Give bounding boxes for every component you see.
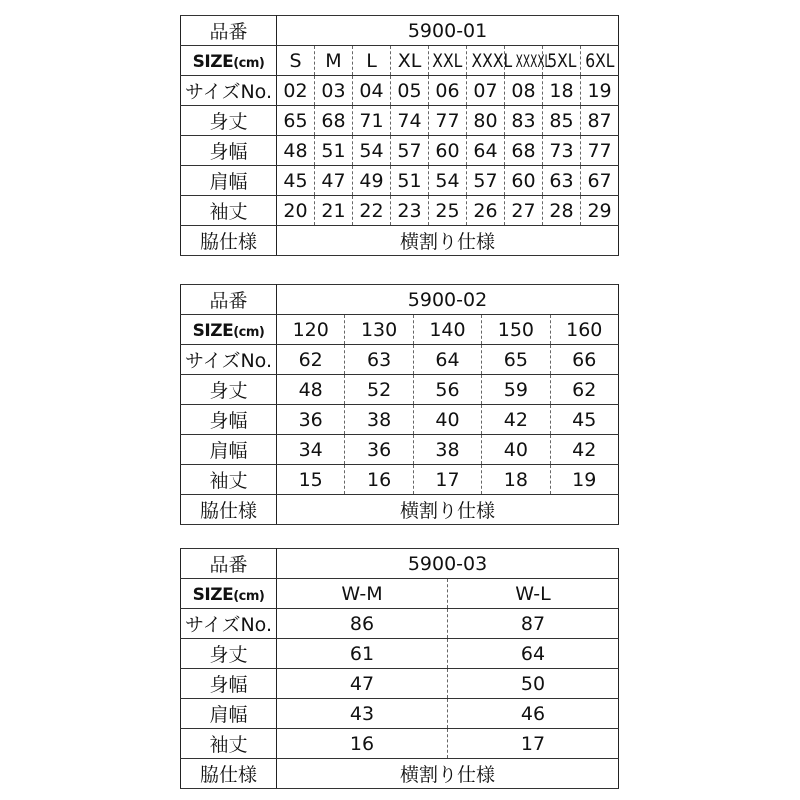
measurement-cell: 71 xyxy=(353,106,391,136)
measurement-cell: 02 xyxy=(277,76,315,106)
row-label: サイズNo. xyxy=(181,609,277,639)
measurement-cell: 62 xyxy=(277,345,345,375)
measurement-cell: 62 xyxy=(550,375,618,405)
product-row xyxy=(181,549,619,579)
row-label: 身幅 xyxy=(181,136,277,166)
side-spec-value: 横割り仕様 xyxy=(277,495,619,525)
side-spec-row xyxy=(181,759,619,789)
measurement-row xyxy=(181,465,619,495)
row-label: 肩幅 xyxy=(181,435,277,465)
size-cell xyxy=(277,315,345,345)
row-label: 身丈 xyxy=(181,106,277,136)
size-table-5900-02 xyxy=(180,284,619,525)
measurement-row xyxy=(181,166,619,196)
measurement-cell: 64 xyxy=(413,345,481,375)
size-value: 5XL xyxy=(546,49,577,72)
side-spec-row xyxy=(181,495,619,525)
size-header-label xyxy=(181,315,277,345)
measurement-cell: 06 xyxy=(429,76,467,106)
measurement-cell: 19 xyxy=(550,465,618,495)
row-label: 身丈 xyxy=(181,639,277,669)
product-row xyxy=(181,16,619,46)
row-label: 身丈 xyxy=(181,375,277,405)
size-cell xyxy=(315,46,353,76)
size-header-row xyxy=(181,315,619,345)
size-header-row xyxy=(181,46,619,76)
measurement-cell: 04 xyxy=(353,76,391,106)
measurement-cell: 87 xyxy=(581,106,619,136)
measurement-row xyxy=(181,729,619,759)
measurement-cell: 07 xyxy=(467,76,505,106)
measurement-cell: 85 xyxy=(543,106,581,136)
measurement-cell: 50 xyxy=(448,669,619,699)
size-cell xyxy=(581,46,619,76)
measurement-cell: 20 xyxy=(277,196,315,226)
side-spec-value: 横割り仕様 xyxy=(277,759,619,789)
measurement-cell: 25 xyxy=(429,196,467,226)
size-cell xyxy=(550,315,618,345)
measurement-cell: 42 xyxy=(482,405,550,435)
measurement-cell: 42 xyxy=(550,435,618,465)
measurement-row xyxy=(181,609,619,639)
size-cell xyxy=(482,315,550,345)
measurement-cell: 60 xyxy=(429,136,467,166)
measurement-cell: 63 xyxy=(543,166,581,196)
measurement-cell: 77 xyxy=(429,106,467,136)
size-header-row xyxy=(181,579,619,609)
row-label: 袖丈 xyxy=(181,465,277,495)
measurement-cell: 43 xyxy=(277,699,448,729)
size-value: XXL xyxy=(432,49,463,72)
measurement-cell: 36 xyxy=(345,435,413,465)
measurement-cell: 59 xyxy=(482,375,550,405)
measurement-cell: 34 xyxy=(277,435,345,465)
measurement-row xyxy=(181,196,619,226)
product-label: 品番 xyxy=(181,16,277,46)
size-value: W-M xyxy=(341,582,383,605)
measurement-row xyxy=(181,435,619,465)
measurement-cell: 17 xyxy=(448,729,619,759)
measurement-cell: 86 xyxy=(277,609,448,639)
measurement-cell: 38 xyxy=(413,435,481,465)
measurement-cell: 22 xyxy=(353,196,391,226)
size-header-label xyxy=(181,579,277,609)
size-text: SIZE xyxy=(192,320,234,341)
measurement-cell: 05 xyxy=(391,76,429,106)
size-cell xyxy=(448,579,619,609)
measurement-cell: 48 xyxy=(277,136,315,166)
measurement-cell: 61 xyxy=(277,639,448,669)
measurement-cell: 83 xyxy=(505,106,543,136)
size-cell xyxy=(543,46,581,76)
size-cell xyxy=(353,46,391,76)
size-cell xyxy=(277,46,315,76)
size-unit: (cm) xyxy=(233,324,265,340)
side-spec-row xyxy=(181,226,619,256)
measurement-cell: 49 xyxy=(353,166,391,196)
measurement-row xyxy=(181,106,619,136)
measurement-cell: 60 xyxy=(505,166,543,196)
size-header-label xyxy=(181,46,277,76)
size-value: 140 xyxy=(429,318,466,341)
measurement-cell: 45 xyxy=(277,166,315,196)
measurement-cell: 28 xyxy=(543,196,581,226)
row-label: サイズNo. xyxy=(181,345,277,375)
size-value: S xyxy=(289,49,302,72)
size-value: 120 xyxy=(292,318,329,341)
size-unit: (cm) xyxy=(233,588,265,604)
measurement-cell: 66 xyxy=(550,345,618,375)
size-value: XXXL xyxy=(471,49,513,72)
measurement-cell: 65 xyxy=(482,345,550,375)
measurement-cell: 18 xyxy=(482,465,550,495)
measurement-row xyxy=(181,76,619,106)
size-text: SIZE xyxy=(192,51,234,72)
measurement-cell: 19 xyxy=(581,76,619,106)
measurement-cell: 27 xyxy=(505,196,543,226)
measurement-cell: 16 xyxy=(345,465,413,495)
measurement-cell: 16 xyxy=(277,729,448,759)
side-spec-value: 横割り仕様 xyxy=(277,226,619,256)
size-value: XXXXL xyxy=(515,51,551,72)
measurement-cell: 74 xyxy=(391,106,429,136)
product-code: 5900-02 xyxy=(277,285,619,315)
measurement-cell: 38 xyxy=(345,405,413,435)
measurement-cell: 63 xyxy=(345,345,413,375)
size-cell xyxy=(467,46,513,76)
row-label: 肩幅 xyxy=(181,166,277,196)
row-label: 身幅 xyxy=(181,669,277,699)
measurement-cell: 46 xyxy=(448,699,619,729)
measurement-cell: 36 xyxy=(277,405,345,435)
side-spec-label: 脇仕様 xyxy=(181,495,277,525)
measurement-cell: 68 xyxy=(505,136,543,166)
product-label: 品番 xyxy=(181,549,277,579)
size-text: SIZE xyxy=(192,584,234,605)
measurement-cell: 48 xyxy=(277,375,345,405)
size-unit: (cm) xyxy=(233,55,265,71)
measurement-row xyxy=(181,136,619,166)
size-table-5900-03 xyxy=(180,548,619,789)
side-spec-label: 脇仕様 xyxy=(181,759,277,789)
measurement-cell: 51 xyxy=(315,136,353,166)
row-label: 袖丈 xyxy=(181,729,277,759)
size-cell xyxy=(413,315,481,345)
size-value: 6XL xyxy=(584,49,615,72)
measurement-cell: 51 xyxy=(391,166,429,196)
measurement-cell: 18 xyxy=(543,76,581,106)
measurement-cell: 21 xyxy=(315,196,353,226)
size-cell xyxy=(345,315,413,345)
measurement-cell: 23 xyxy=(391,196,429,226)
measurement-cell: 67 xyxy=(581,166,619,196)
product-code: 5900-01 xyxy=(277,16,619,46)
measurement-cell: 77 xyxy=(581,136,619,166)
measurement-cell: 47 xyxy=(315,166,353,196)
size-cell xyxy=(277,579,448,609)
measurement-cell: 57 xyxy=(391,136,429,166)
row-label: 袖丈 xyxy=(181,196,277,226)
measurement-cell: 17 xyxy=(413,465,481,495)
size-value: XL xyxy=(397,49,422,72)
measurement-cell: 52 xyxy=(345,375,413,405)
measurement-cell: 80 xyxy=(467,106,505,136)
size-value: M xyxy=(325,49,342,72)
measurement-cell: 56 xyxy=(413,375,481,405)
product-code: 5900-03 xyxy=(277,549,619,579)
measurement-row xyxy=(181,699,619,729)
measurement-row xyxy=(181,639,619,669)
measurement-cell: 29 xyxy=(581,196,619,226)
side-spec-label: 脇仕様 xyxy=(181,226,277,256)
size-value: 150 xyxy=(497,318,534,341)
measurement-cell: 68 xyxy=(315,106,353,136)
product-row xyxy=(181,285,619,315)
measurement-cell: 65 xyxy=(277,106,315,136)
size-cell xyxy=(429,46,467,76)
measurement-cell: 08 xyxy=(505,76,543,106)
measurement-cell: 26 xyxy=(467,196,505,226)
measurement-cell: 64 xyxy=(467,136,505,166)
measurement-row xyxy=(181,345,619,375)
row-label: 身幅 xyxy=(181,405,277,435)
measurement-cell: 54 xyxy=(429,166,467,196)
measurement-cell: 57 xyxy=(467,166,505,196)
measurement-cell: 40 xyxy=(413,405,481,435)
measurement-cell: 15 xyxy=(277,465,345,495)
product-label: 品番 xyxy=(181,285,277,315)
size-value: 130 xyxy=(360,318,398,341)
measurement-row xyxy=(181,669,619,699)
size-cell xyxy=(391,46,429,76)
row-label: 肩幅 xyxy=(181,699,277,729)
measurement-row xyxy=(181,405,619,435)
measurement-row xyxy=(181,375,619,405)
measurement-cell: 87 xyxy=(448,609,619,639)
measurement-cell: 54 xyxy=(353,136,391,166)
measurement-cell: 64 xyxy=(448,639,619,669)
size-table-5900-01 xyxy=(180,15,619,256)
measurement-cell: 45 xyxy=(550,405,618,435)
measurement-cell: 03 xyxy=(315,76,353,106)
size-value: L xyxy=(366,49,377,72)
measurement-cell: 40 xyxy=(482,435,550,465)
row-label: サイズNo. xyxy=(181,76,277,106)
size-value: 160 xyxy=(566,318,603,341)
measurement-cell: 73 xyxy=(543,136,581,166)
size-value: W-L xyxy=(515,582,551,605)
measurement-cell: 47 xyxy=(277,669,448,699)
